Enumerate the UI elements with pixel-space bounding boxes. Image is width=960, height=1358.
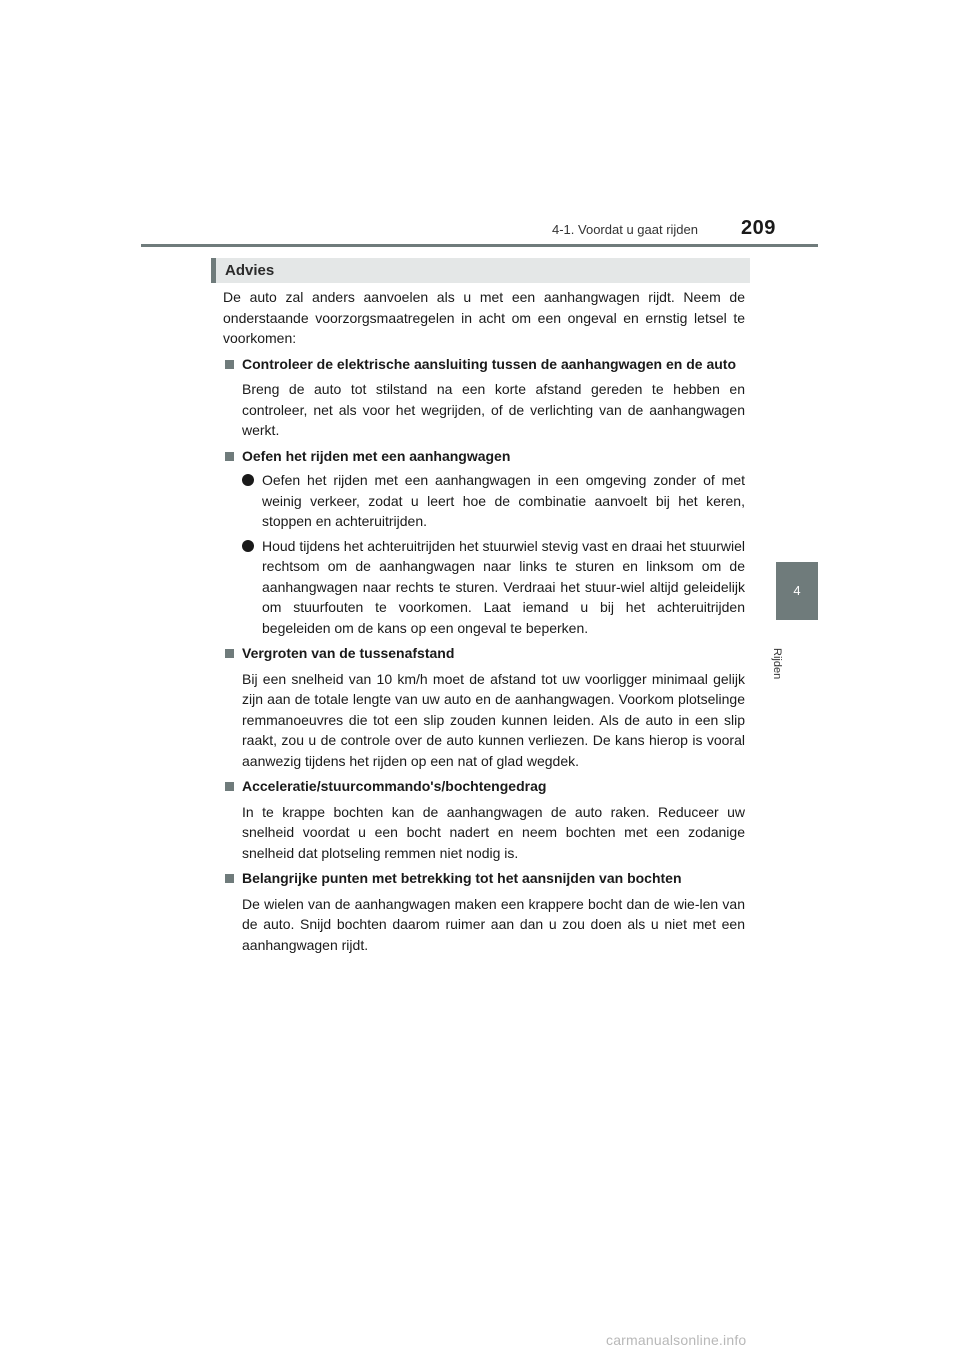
section-heading-text: Oefen het rijden met een aanhangwagen xyxy=(242,447,511,464)
advies-accent-bar xyxy=(211,258,216,283)
chapter-tab: 4 xyxy=(776,562,818,620)
list-item xyxy=(242,470,745,532)
circle-bullet-icon xyxy=(242,474,254,486)
list-item xyxy=(242,536,745,639)
section-body: Bij een snelheid van 10 km/h moet de afstand tot uw voorligger minimaal gelijk zijn aan de totale lengte van uw auto en de aanhangwagen. Voorkom plotselinge remmanoeuvres die tot een slip zouden kunnen leiden. Als de auto in een slip raakt, zou u de controle over de auto kunnen verliezen. De kans hierop is vooral aanwezig tijdens het rijden op een nat of glad wegdek. xyxy=(242,670,745,769)
section-heading xyxy=(223,868,745,889)
section-acceleration xyxy=(223,776,745,863)
section-heading xyxy=(223,776,745,797)
page-header xyxy=(0,0,960,250)
advies-content xyxy=(223,287,745,955)
section-title: 4-1. Voordat u gaat rijden xyxy=(552,222,698,237)
section-heading xyxy=(223,643,745,664)
square-bullet-icon xyxy=(225,649,234,658)
list-item-text: Houd tijdens het achteruitrijden het stuurwiel stevig vast en draai het stuurwiel rechtsom om de aanhangwagen naar links te sturen en linksom om de aanhangwagen naar rechts te sturen. Verdraai het stuur-wiel altijd geleidelijk om stuurfouten te voorkomen. Laat iemand u bij het achteruitrijden begeleiden om de kans op een ongeval te beperken. xyxy=(262,537,745,636)
chapter-label: Rijden xyxy=(771,648,783,680)
section-body: Breng de auto tot stilstand na een korte afstand gereden te hebben en controleer, net als voor het wegrijden, of de verlichting van de aanhangwagen werkt. xyxy=(242,381,745,438)
section-following-distance xyxy=(223,643,745,771)
intro-paragraph: De auto zal anders aanvoelen als u met een aanhangwagen rijdt. Neem de onderstaande voorzorgsmaatregelen in acht om een ongeval en ernstig letsel te voorkomen: xyxy=(223,289,745,346)
square-bullet-icon xyxy=(225,782,234,791)
square-bullet-icon xyxy=(225,874,234,883)
circle-bullet-icon xyxy=(242,540,254,552)
square-bullet-icon xyxy=(225,360,234,369)
advies-header-bar xyxy=(211,258,750,283)
section-cornering xyxy=(223,868,745,955)
watermark: carmanualsonline.info xyxy=(606,1332,747,1348)
section-body: De wielen van de aanhangwagen maken een krappere bocht dan de wie-len van de auto. Snijd bochten daarom ruimer aan dan u zou doen als u niet met een aanhangwagen rijdt. xyxy=(242,895,745,953)
section-heading-text: Belangrijke punten met betrekking tot het aansnijden van bochten xyxy=(242,870,682,886)
section-heading-text: Controleer de elektrische aansluiting tussen de aanhangwagen en de auto xyxy=(242,355,737,372)
section-electrical-check xyxy=(223,354,745,441)
section-heading xyxy=(223,446,745,467)
section-practice xyxy=(223,446,745,639)
page-number: 209 xyxy=(741,217,776,239)
square-bullet-icon xyxy=(225,452,234,461)
header-divider xyxy=(141,244,818,247)
bullet-list xyxy=(223,470,745,638)
advies-title: Advies xyxy=(225,262,275,279)
list-item-text: Oefen het rijden met een aanhangwagen in een omgeving zonder of met weinig verkeer, zodat u leert hoe de combinatie aanvoelt bij het keren, stoppen en achteruitrijden. xyxy=(262,472,745,529)
section-heading xyxy=(223,354,745,375)
section-heading-text: Acceleratie/stuurcommando's/bochtengedrag xyxy=(242,778,547,794)
section-heading-text: Vergroten van de tussenafstand xyxy=(242,645,455,661)
section-body: In te krappe bochten kan de aanhangwagen de auto raken. Reduceer uw snelheid voordat u een bocht nadert en neem bochten met een zodanige snelheid dat plotseling remmen niet nodig is. xyxy=(242,803,745,861)
